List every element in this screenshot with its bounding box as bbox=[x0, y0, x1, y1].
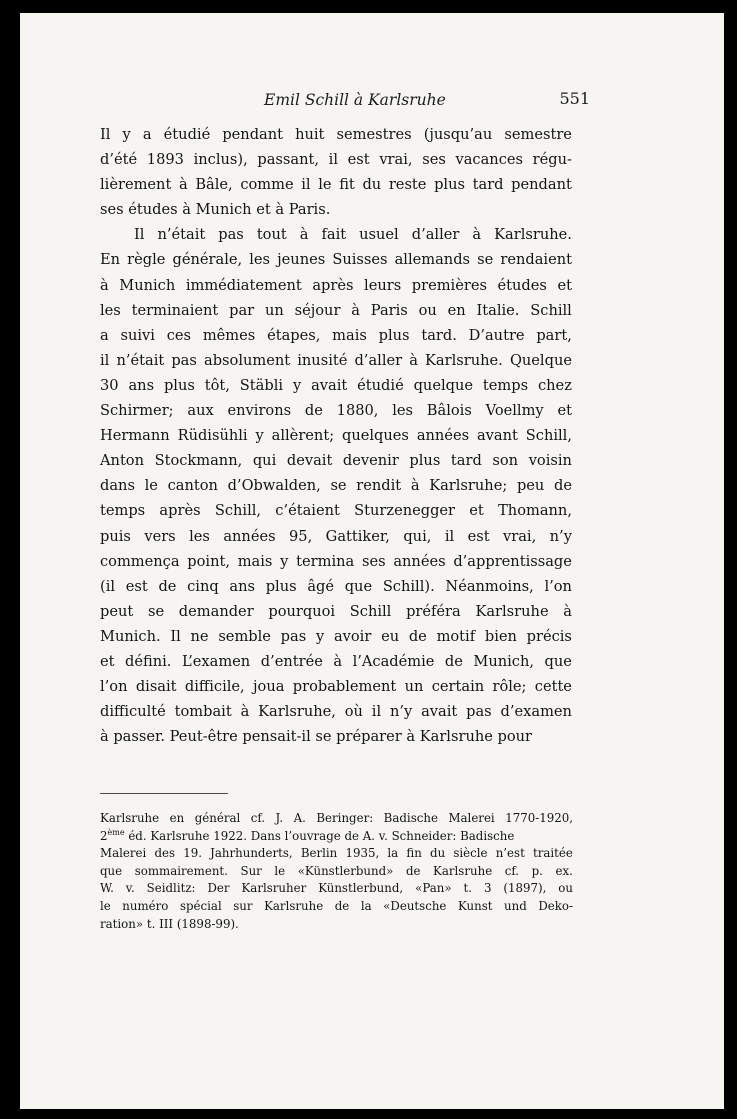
text-line: lièrement à Bâle, comme il le fit du reste plus tard pendant bbox=[100, 176, 572, 194]
footnote-line: Karlsruhe en général cf. J. A. Beringer: Badische Malerei 1770-1920, bbox=[100, 811, 573, 825]
text-line: a suivi ces mêmes étapes, mais plus tard. D’autre part, bbox=[100, 326, 572, 344]
footnote-rest bbox=[100, 845, 573, 933]
text-line: Il y a étudié pendant huit semestres (jusqu’au semestre bbox=[100, 126, 572, 143]
text-line: difficulté tombait à Karlsruhe, où il n’y avait pas d’examen bbox=[100, 703, 572, 721]
text-line: ses études à Munich et à Paris. bbox=[100, 201, 331, 219]
text-line: dans le canton d’Obwalden, se rendit à Karlsruhe; peu de bbox=[100, 477, 572, 495]
footnote-line: que sommairement. Sur le «Künstlerbund» de Karlsruhe cf. p. ex. bbox=[100, 863, 573, 878]
text-line: à Munich immédiatement après leurs premières études et bbox=[100, 276, 572, 294]
paragraph bbox=[100, 222, 572, 749]
footnote-rule bbox=[100, 793, 228, 794]
text-line: peut se demander pourquoi Schill préféra Karlsruhe à bbox=[100, 602, 572, 620]
footnote-line: W. v. Seidlitz: Der Karlsruher Künstlerbund, «Pan» t. 3 (1897), ou bbox=[100, 881, 573, 896]
footnote-edition-suffix: ème bbox=[107, 827, 125, 837]
text-line: d’été 1893 inclus), passant, il est vrai, ses vacances régu- bbox=[100, 151, 572, 169]
footnote-line: le numéro spécial sur Karlsruhe de la «Deutsche Kunst und Deko- bbox=[100, 898, 573, 913]
footnote-line bbox=[100, 828, 573, 846]
footnote bbox=[100, 810, 573, 933]
text-line: Munich. Il ne semble pas y avoir eu de motif bien précis bbox=[100, 627, 572, 645]
text-line: il n’était pas absolument inusité d’aller à Karlsruhe. Quelque bbox=[100, 351, 572, 369]
text-line: l’on disait difficile, joua probablement un certain rôle; cette bbox=[100, 678, 572, 696]
text-line: Anton Stockmann, qui devait devenir plus tard son voisin bbox=[100, 452, 572, 470]
footnote-edition-number: 2 bbox=[100, 828, 108, 843]
text-line: puis vers les années 95, Gattiker, qui, il est vrai, n’y bbox=[100, 527, 572, 545]
text-line: En règle générale, les jeunes Suisses allemands se rendaient bbox=[100, 251, 572, 269]
text-line: commença point, mais y termina ses années d’apprentissage bbox=[100, 552, 572, 570]
text-line: et défini. L’examen d’entrée à l’Académie de Munich, que bbox=[100, 652, 572, 670]
text-line: (il est de cinq ans plus âgé que Schill). Néanmoins, l’on bbox=[100, 577, 572, 595]
paragraph bbox=[100, 122, 572, 222]
text-line: 30 ans plus tôt, Stäbli y avait étudié quelque temps chez bbox=[100, 376, 572, 394]
text-line: à passer. Peut-être pensait-il se préparer à Karlsruhe pour bbox=[100, 728, 533, 746]
footnote-line-text: éd. Karlsruhe 1922. Dans l’ouvrage de A. v. Schneider: Badische bbox=[124, 828, 515, 843]
text-line: Il n’était pas tout à fait usuel d’aller à Karlsruhe. bbox=[134, 226, 572, 244]
footnote-line: Malerei des 19. Jahrhunderts, Berlin 1935, la fin du siècle n’est traitée bbox=[100, 846, 573, 861]
text-line: temps après Schill, c’étaient Sturzenegger et Thomann, bbox=[100, 502, 572, 520]
text-line: Hermann Rüdisühli y allèrent; quelques années avant Schill, bbox=[100, 427, 572, 445]
page-header bbox=[264, 91, 590, 115]
running-title: Emil Schill à Karlsruhe bbox=[264, 91, 446, 109]
footnote-line: ration» t. III (1898-99). bbox=[100, 916, 239, 931]
page-number: 551 bbox=[559, 89, 590, 108]
text-line: Schirmer; aux environs de 1880, les Bâlois Voellmy et bbox=[100, 402, 572, 420]
text-line: les terminaient par un séjour à Paris ou en Italie. Schill bbox=[100, 301, 572, 319]
body-text bbox=[100, 122, 572, 749]
